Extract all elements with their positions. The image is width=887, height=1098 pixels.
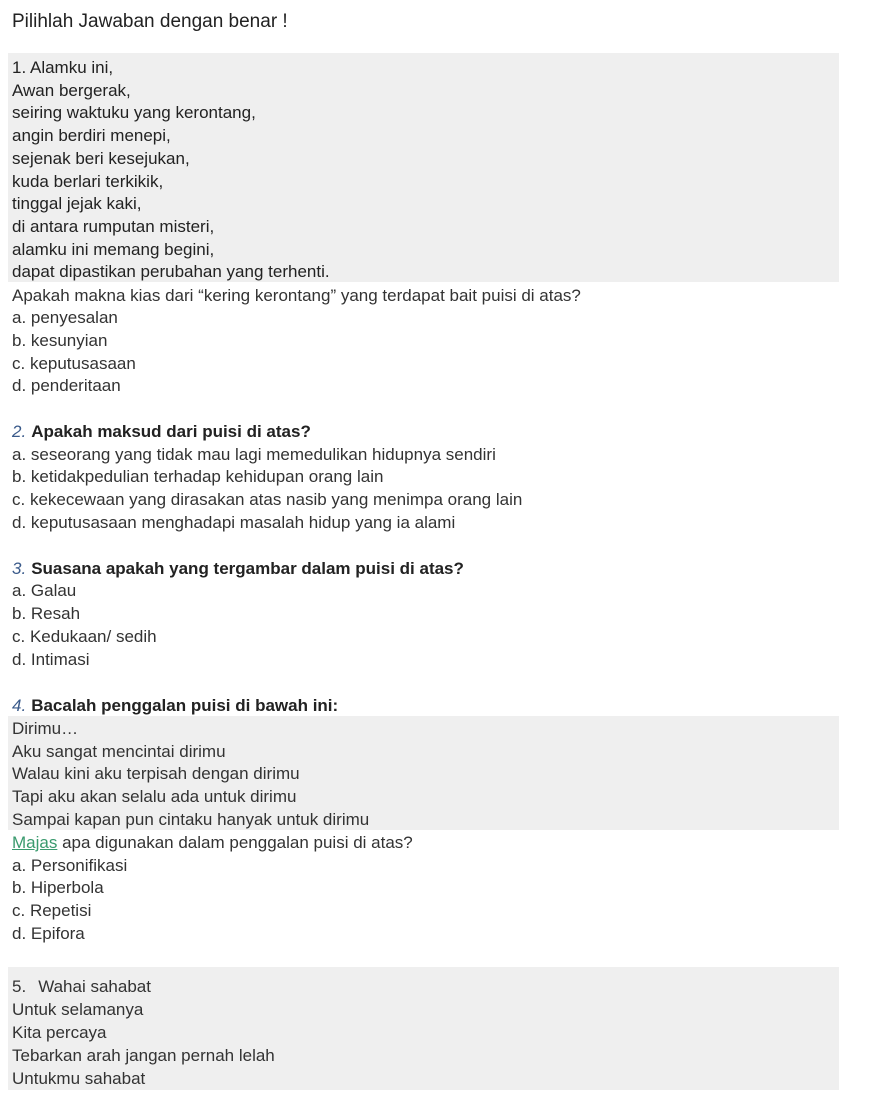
option-item[interactable]: a. Galau	[12, 581, 77, 600]
option-item[interactable]: b. Resah	[12, 604, 81, 623]
poem-line: Kita percaya	[12, 1023, 107, 1042]
option-item[interactable]: a. Personifikasi	[12, 856, 128, 875]
poem-line: Dirimu…	[12, 719, 79, 738]
question-title-2: 2. Apakah maksud dari puisi di atas?	[12, 422, 311, 441]
question-text-1: Apakah makna kias dari “kering kerontang” yang terdapat bait puisi di atas?	[12, 286, 581, 305]
question-number: 3.	[12, 559, 27, 578]
poem-line: Sampai kapan pun cintaku hanyak untuk dirimu	[12, 810, 370, 829]
question-text-4: Majas apa digunakan dalam penggalan puisi di atas?	[12, 833, 413, 852]
poem-line: di antara rumputan misteri,	[12, 217, 215, 236]
question-number: 4.	[12, 696, 27, 715]
poem-line: Awan bergerak,	[12, 81, 131, 100]
poem-line: Aku sangat mencintai dirimu	[12, 742, 226, 761]
poem-line: angin berdiri menepi,	[12, 126, 171, 145]
option-item[interactable]: b. Hiperbola	[12, 878, 104, 897]
poem-line: tinggal jejak kaki,	[12, 194, 142, 213]
poem-line: Untukmu sahabat	[12, 1069, 146, 1088]
poem-line: Walau kini aku terpisah dengan dirimu	[12, 764, 300, 783]
poem-line: kuda berlari terkikik,	[12, 172, 164, 191]
option-item[interactable]: d. penderitaan	[12, 376, 121, 395]
option-item[interactable]: d. Epifora	[12, 924, 85, 943]
option-item[interactable]: b. kesunyian	[12, 331, 108, 350]
option-item[interactable]: a. penyesalan	[12, 308, 118, 327]
question-title-3: 3. Suasana apakah yang tergambar dalam puisi di atas?	[12, 559, 464, 578]
instruction-heading: Pilihlah Jawaban dengan benar !	[12, 11, 288, 32]
option-item[interactable]: a. seseorang yang tidak mau lagi memedulikan hidupnya sendiri	[12, 445, 496, 464]
question-number: 2.	[12, 422, 27, 441]
option-item[interactable]: c. Repetisi	[12, 901, 92, 920]
poem-line: seiring waktuku yang kerontang,	[12, 103, 256, 122]
poem-line: sejenak beri kesejukan,	[12, 149, 190, 168]
poem-line: 5. Wahai sahabat	[12, 977, 151, 996]
poem-line: 1. Alamku ini,	[12, 58, 114, 77]
option-item[interactable]: b. ketidakpedulian terhadap kehidupan orang lain	[12, 467, 384, 486]
poem-line: Untuk selamanya	[12, 1000, 144, 1019]
question-title-4: 4. Bacalah penggalan puisi di bawah ini:	[12, 696, 339, 715]
question-number: 1.	[12, 58, 27, 77]
question-number: 5.	[12, 977, 27, 996]
majas-link[interactable]: Majas	[12, 833, 58, 852]
poem-line: alamku ini memang begini,	[12, 240, 215, 259]
option-item[interactable]: c. keputusasaan	[12, 354, 136, 373]
option-item[interactable]: d. Intimasi	[12, 650, 90, 669]
poem-line: dapat dipastikan perubahan yang terhenti.	[12, 262, 330, 281]
poem-line: Tebarkan arah jangan pernah lelah	[12, 1046, 275, 1065]
poem-line: Tapi aku akan selalu ada untuk dirimu	[12, 787, 297, 806]
option-item[interactable]: c. kekecewaan yang dirasakan atas nasib yang menimpa orang lain	[12, 490, 523, 509]
option-item[interactable]: d. keputusasaan menghadapi masalah hidup yang ia alami	[12, 513, 456, 532]
option-item[interactable]: c. Kedukaan/ sedih	[12, 627, 157, 646]
